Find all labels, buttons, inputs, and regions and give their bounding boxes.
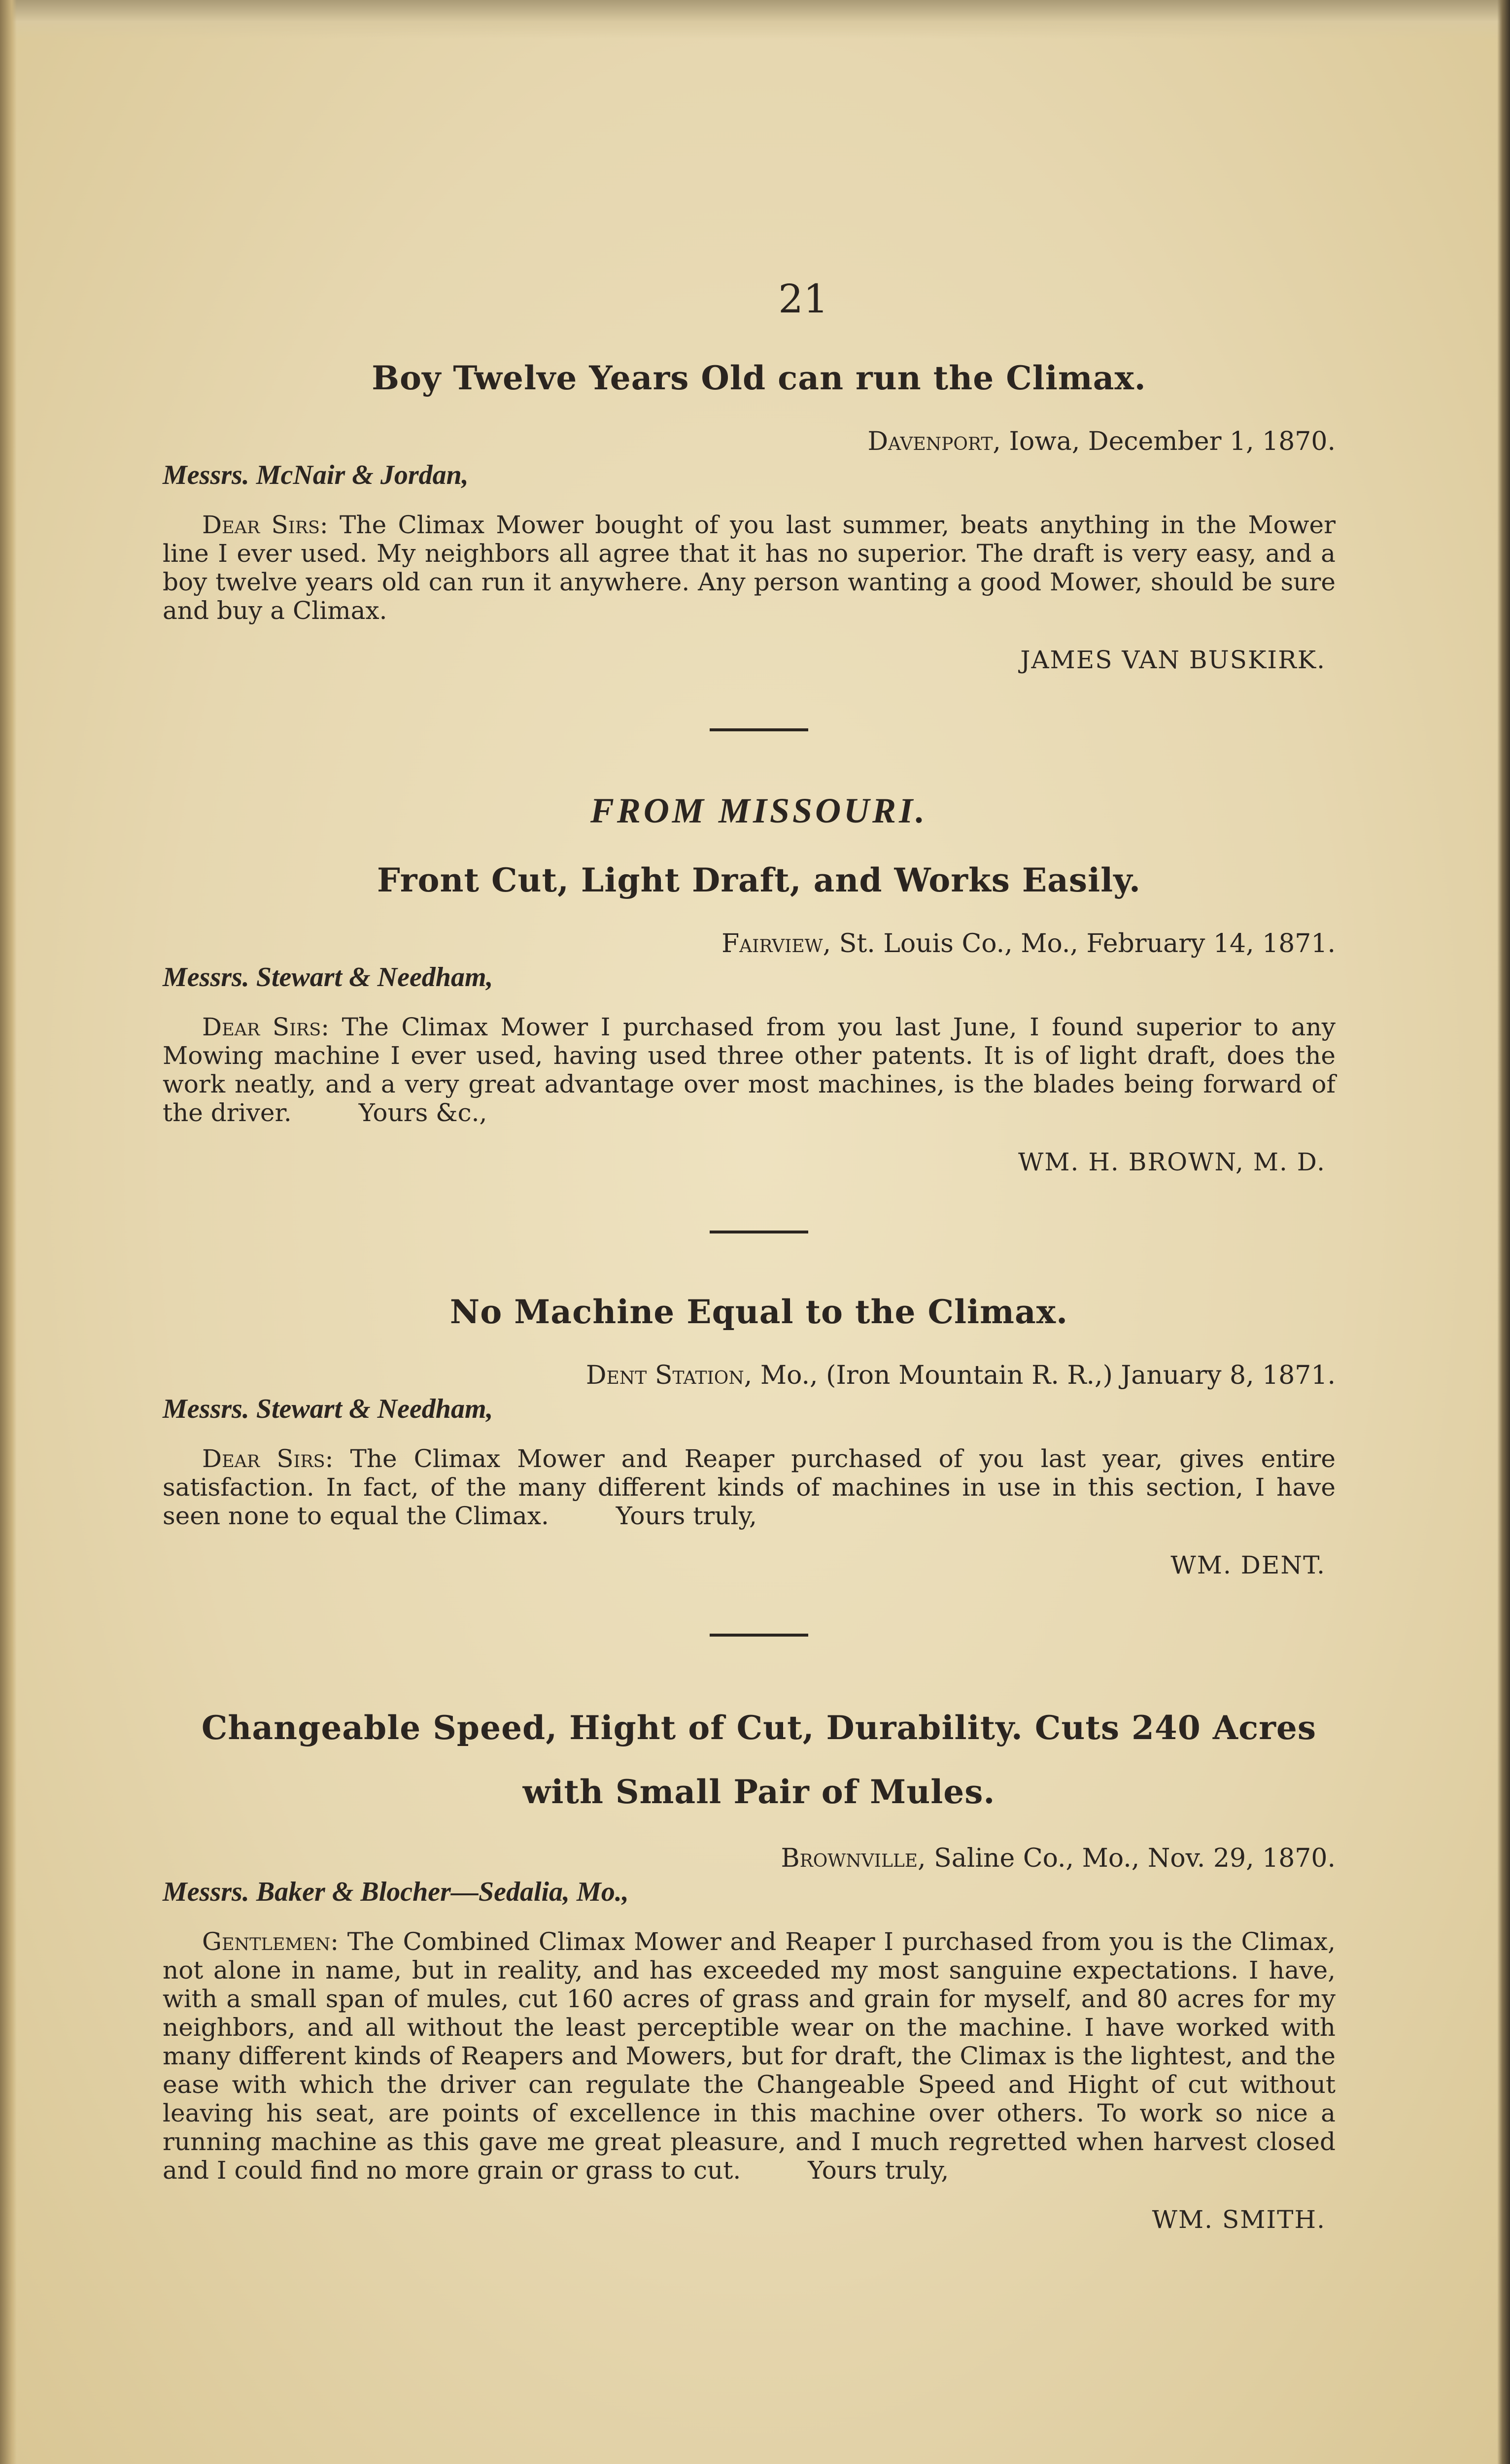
letter-signature: WM. SMITH.	[1152, 2205, 1326, 2234]
letter-closing: Yours truly,	[616, 1502, 757, 1530]
letter-dateline	[163, 929, 1336, 958]
letter-body	[163, 1927, 1336, 2185]
letter-text: The Climax Mower bought of you last summer, beats anything in the Mower line I ever used. My neighbors all agree that it has no superior. The draft is very easy, and a boy twelve years old can run it anywhere. Any person wanting a good Mower, should be sure and buy a Climax.	[163, 511, 1336, 625]
letter-dent	[163, 1293, 1355, 1579]
divider-rule	[710, 1231, 808, 1233]
letter-body	[163, 1013, 1336, 1127]
letter-opening: Gentlemen:	[202, 1927, 339, 1956]
divider-rule	[710, 1634, 808, 1637]
letter-body	[163, 1444, 1336, 1530]
section-title: FROM MISSOURI.	[590, 791, 928, 830]
letter-salutation: Messrs. McNair & Jordan,	[163, 460, 469, 490]
letter-text: The Combined Climax Mower and Reaper I purchased from you is the Climax, not alone in name, but in reality, and has exceeded my most sanguine expectations. I have, with a small span of mules, cut 160 acres of grass and grain for myself, and 80 acres for my neighbors, and all without the least perceptible wear on the machine. I have worked with many different kinds of Reapers and Mowers, but for draft, the Climax is the lightest, and the ease with which the driver can regulate the Changeable Speed and Hight of cut without leaving his seat, are points of excellence in this machine over others. To work so nice a running machine as this gave me great pleasure, and I much regretted when harvest closed and I could find no more grain or grass to cut.	[163, 1927, 1336, 2185]
letter-heading: Boy Twelve Years Old can run the Climax.	[372, 359, 1146, 397]
page-content	[163, 276, 1355, 2234]
letter-dateline	[163, 1361, 1336, 1390]
letter-opening: Dear Sirs:	[202, 1444, 334, 1473]
letter-signature: WM. DENT.	[1170, 1551, 1326, 1579]
letter-date: Mo., (Iron Mountain R. R.,) January 8, 1871.	[760, 1361, 1336, 1390]
letter-text: The Climax Mower I purchased from you last June, I found superior to any Mowing machine I ever used, having used three other patents. It is of light draft, does the work neatly, and a very great advantage over most machines, is the blades being forward of the driver.	[163, 1013, 1336, 1127]
letter-salutation: Messrs. Stewart & Needham,	[163, 962, 493, 992]
page-number: 21	[778, 276, 828, 322]
letter-signature: WM. H. BROWN, M. D.	[1018, 1148, 1326, 1176]
letter-closing: Yours &c.,	[358, 1098, 487, 1127]
letter-heading: Changeable Speed, Hight of Cut, Durability. Cuts 240 Acres with Small Pair of Mules.	[201, 1709, 1317, 1811]
letter-closing: Yours truly,	[808, 2156, 949, 2185]
letter-salutation: Messrs. Baker & Blocher—Sedalia, Mo.,	[163, 1877, 629, 1907]
letter-brown	[163, 790, 1355, 1176]
letter-place: Dent Station,	[585, 1361, 753, 1390]
letter-text: The Climax Mower and Reaper purchased of you last year, gives entire satisfaction. In fact, of the many different kinds of machines in use in this section, I have seen none to equal the Climax.	[163, 1444, 1336, 1530]
letter-place: Davenport,	[867, 427, 1001, 456]
letter-van-buskirk	[163, 359, 1355, 674]
page-right-edge	[1497, 0, 1510, 2464]
letter-heading: No Machine Equal to the Climax.	[449, 1293, 1068, 1331]
letter-dateline	[163, 427, 1336, 456]
letter-dateline	[163, 1844, 1336, 1873]
divider-rule	[710, 728, 808, 731]
letter-smith	[163, 1696, 1355, 2234]
letter-opening: Dear Sirs:	[202, 511, 328, 539]
letter-heading: Front Cut, Light Draft, and Works Easily.	[377, 861, 1141, 899]
letter-date: Iowa, December 1, 1870.	[1009, 427, 1336, 456]
letter-place: Brownville,	[781, 1844, 926, 1873]
letter-opening: Dear Sirs:	[202, 1013, 330, 1041]
letter-body	[163, 511, 1336, 625]
page-top-edge	[0, 0, 1510, 39]
letter-date: Saline Co., Mo., Nov. 29, 1870.	[934, 1844, 1336, 1873]
letter-place: Fairview,	[721, 929, 831, 958]
letter-date: St. Louis Co., Mo., February 14, 1871.	[839, 929, 1336, 958]
letter-signature: JAMES VAN BUSKIRK.	[1020, 646, 1326, 674]
letter-salutation: Messrs. Stewart & Needham,	[163, 1394, 493, 1424]
page-left-edge	[0, 0, 17, 2464]
